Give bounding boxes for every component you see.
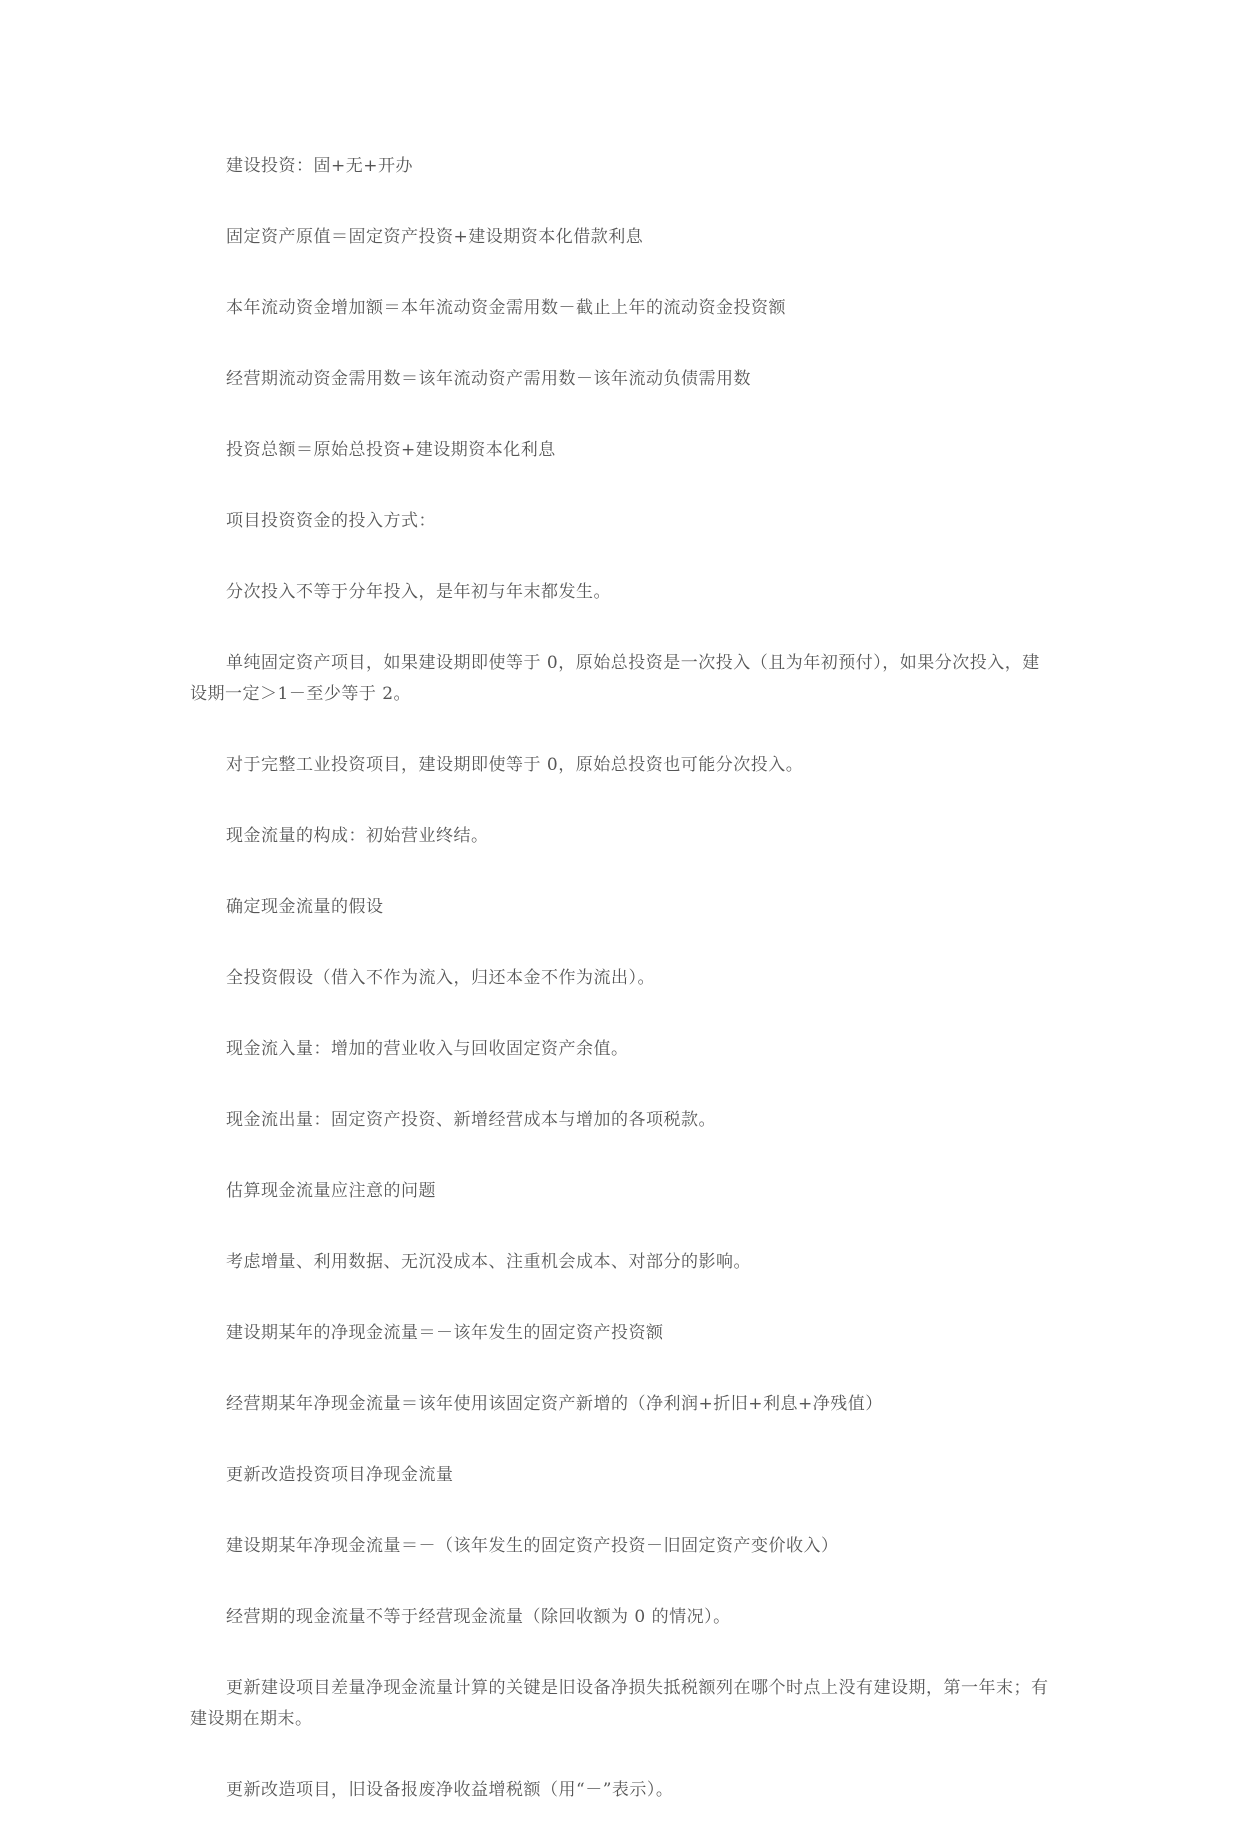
paragraph: 考虑增量、利用数据、无沉没成本、注重机会成本、对部分的影响。 (226, 1252, 751, 1272)
paragraph: 现金流入量：增加的营业收入与回收固定资产余值。 (226, 1039, 629, 1059)
paragraph: 经营期的现金流量不等于经营现金流量（除回收额为 0 的情况）。 (226, 1607, 731, 1627)
paragraph: 经营期流动资金需用数＝该年流动资产需用数－该年流动负债需用数 (226, 369, 751, 389)
paragraph: 项目投资资金的投入方式： (226, 511, 436, 531)
paragraph: 投资总额＝原始总投资+建设期资本化利息 (226, 440, 556, 460)
paragraph: 建设投资：固+无+开办 (226, 156, 413, 176)
paragraph: 确定现金流量的假设 (226, 897, 384, 917)
paragraph: 全投资假设（借入不作为流入，归还本金不作为流出）。 (226, 968, 655, 988)
paragraph: 建设期某年净现金流量＝－（该年发生的固定资产投资－旧固定资产变价收入） (226, 1536, 839, 1556)
paragraph: 更新改造项目，旧设备报废净收益增税额（用“－”表示）。 (226, 1780, 674, 1800)
paragraph: 现金流量的构成：初始营业终结。 (226, 826, 489, 846)
paragraph: 更新建设项目差量净现金流量计算的关键是旧设备净损失抵税额列在哪个时点上没有建设期，第一年末；有建设期在期末。 (190, 1678, 1049, 1729)
paragraph: 估算现金流量应注意的问题 (226, 1181, 436, 1201)
paragraph: 单纯固定资产项目，如果建设期即使等于 0，原始总投资是一次投入（且为年初预付），如果分次投入，建设期一定＞1－至少等于 2。 (190, 653, 1040, 704)
paragraph: 分次投入不等于分年投入，是年初与年末都发生。 (226, 582, 611, 602)
paragraph: 现金流出量：固定资产投资、新增经营成本与增加的各项税款。 (226, 1110, 716, 1130)
document-body (190, 151, 1052, 1846)
paragraph: 固定资产原值＝固定资产投资+建设期资本化借款利息 (226, 227, 644, 247)
paragraph: 建设期某年的净现金流量＝－该年发生的固定资产投资额 (226, 1323, 664, 1343)
paragraph: 本年流动资金增加额＝本年流动资金需用数－截止上年的流动资金投资额 (226, 298, 786, 318)
paragraph: 经营期某年净现金流量＝该年使用该固定资产新增的（净利润+折旧+利息+净残值） (226, 1394, 883, 1414)
paragraph: 对于完整工业投资项目，建设期即使等于 0，原始总投资也可能分次投入。 (226, 755, 804, 775)
paragraph: 更新改造投资项目净现金流量 (226, 1465, 454, 1485)
